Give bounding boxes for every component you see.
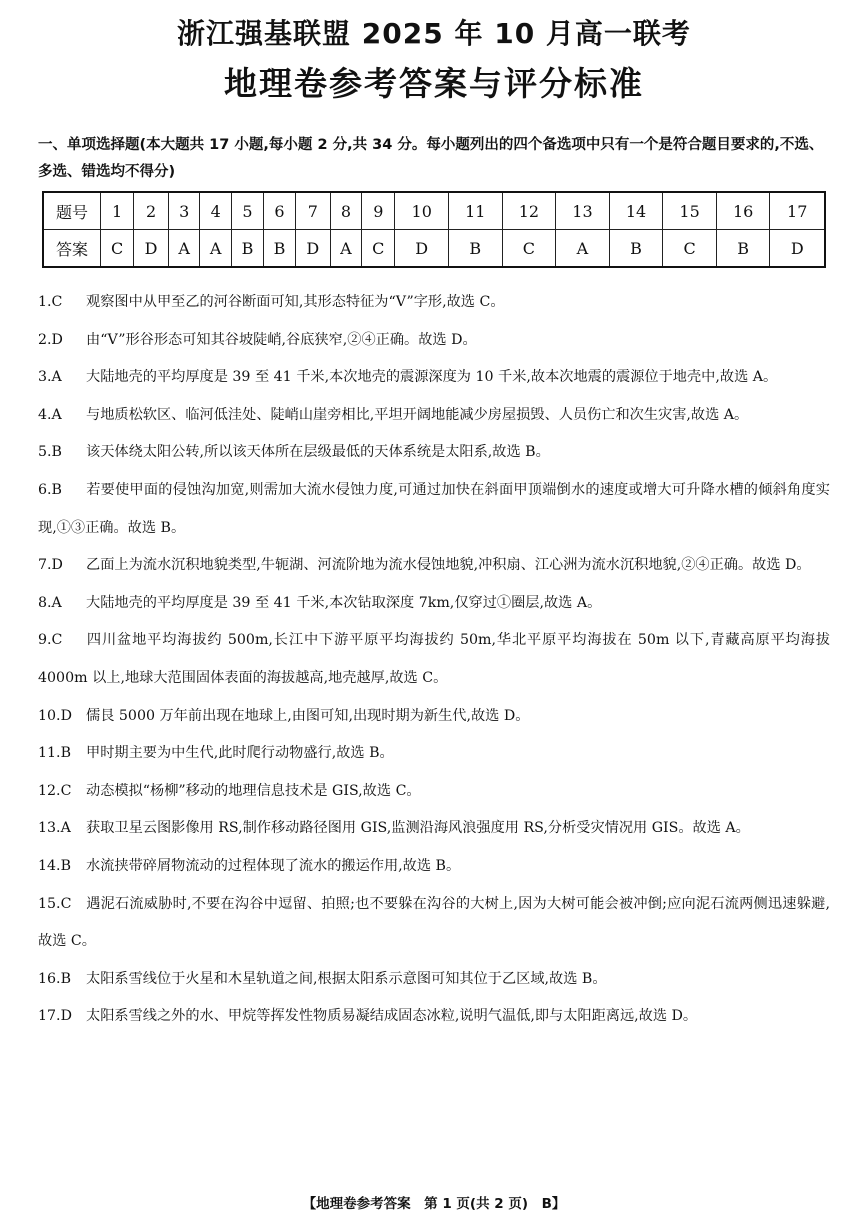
question-number-cell: 2 [134, 192, 169, 230]
explanation-number: 9.C [38, 632, 63, 649]
explanation-item [38, 698, 830, 736]
question-number-row [43, 192, 825, 230]
question-number-cell: 17 [770, 192, 825, 230]
explanation-item [38, 810, 830, 848]
question-number-cell: 3 [168, 192, 200, 230]
explanation-text: 与地质松软区、临河低洼处、陡峭山崖旁相比,平坦开阔地能减少房屋损毁、人员伤亡和次生灾害,故选 A。 [86, 406, 749, 423]
explanation-item [38, 434, 830, 472]
explanation-number: 10.D [38, 707, 72, 724]
section-instructions: 一、单项选择题(本大题共 17 小题,每小题 2 分,共 34 分。每小题列出的四个备选项中只有一个是符合题目要求的,不选、多选、错选均不得分) [38, 137, 824, 180]
explanation-text: 太阳系雪线之外的水、甲烷等挥发性物质易凝结成固态冰粒,说明气温低,即与太阳距离远,故选 D。 [86, 1008, 698, 1025]
explanation-list [38, 284, 830, 1036]
answer-cell: B [609, 230, 663, 268]
explanation-item [38, 735, 830, 773]
answer-cell: B [231, 230, 263, 268]
explanation-number: 13.A [38, 820, 71, 837]
explanation-text: 若要使甲面的侵蚀沟加宽,则需加大流水侵蚀力度,可通过加快在斜面甲顶端倒水的速度或增大可升降水槽的倾斜角度实现,①③正确。故选 B。 [38, 481, 830, 536]
answer-cell: B [449, 230, 503, 268]
answer-cell: C [362, 230, 395, 268]
explanation-number: 4.A [38, 406, 62, 423]
explanation-item [38, 472, 830, 547]
explanation-number: 11.B [38, 745, 71, 762]
document-title: 地理卷参考答案与评分标准 [224, 64, 644, 103]
explanation-item [38, 397, 830, 435]
explanation-text: 遇泥石流威胁时,不要在沟谷中逗留、拍照;也不要躲在沟谷的大树上,因为大树可能会被冲倒;应向泥石流两侧迅速躲避,故选 C。 [38, 895, 830, 950]
explanation-text: 该天体绕太阳公转,所以该天体所在层级最低的天体系统是太阳系,故选 B。 [86, 444, 550, 461]
answer-cell: A [200, 230, 232, 268]
answer-header: 答案 [43, 230, 101, 268]
question-number-cell: 13 [556, 192, 610, 230]
answer-cell: B [716, 230, 770, 268]
answer-cell: A [330, 230, 362, 268]
exam-title: 浙江强基联盟 2025 年 10 月高一联考 [177, 17, 691, 50]
answer-cell: A [556, 230, 610, 268]
explanation-number: 8.A [38, 594, 62, 611]
answer-cell: A [168, 230, 200, 268]
question-number-cell: 1 [101, 192, 134, 230]
explanation-item [38, 359, 830, 397]
question-number-cell: 12 [502, 192, 556, 230]
explanation-item [38, 547, 830, 585]
answer-cell: C [101, 230, 134, 268]
question-number-cell: 9 [362, 192, 395, 230]
explanation-item [38, 886, 830, 961]
explanation-number: 1.C [38, 294, 63, 310]
explanation-item [38, 998, 830, 1036]
question-number-header: 题号 [43, 192, 101, 230]
explanation-item [38, 284, 830, 322]
question-number-cell: 6 [263, 192, 295, 230]
explanation-text: 大陆地壳的平均厚度是 39 至 41 千米,本次地壳的震源深度为 10 千米,故本次地震的震源位于地壳中,故选 A。 [86, 369, 778, 386]
answer-table [42, 191, 826, 268]
explanation-item [38, 622, 830, 697]
page-footer: 【地理卷参考答案 第 1 页(共 2 页) B】 [302, 1196, 566, 1212]
explanation-text: 四川盆地平均海拔约 500m,长江中下游平原平均海拔约 50m,华北平原平均海拔在 50m 以下,青藏高原平均海拔 4000m 以上,地球大范围固体表面的海拔越高,地壳越厚,故选 C。 [38, 632, 830, 686]
explanation-number: 6.B [38, 481, 62, 498]
explanation-number: 7.D [38, 557, 63, 574]
explanation-item [38, 961, 830, 999]
question-number-cell: 15 [663, 192, 717, 230]
answer-cell: C [663, 230, 717, 268]
question-number-cell: 7 [295, 192, 330, 230]
explanation-number: 12.C [38, 782, 72, 799]
question-number-cell: 16 [716, 192, 770, 230]
explanation-number: 3.A [38, 369, 62, 386]
explanation-number: 17.D [38, 1008, 72, 1025]
explanation-item [38, 322, 830, 360]
explanation-text: 动态模拟“杨柳”移动的地理信息技术是 GIS,故选 C。 [86, 782, 421, 799]
explanation-number: 2.D [38, 331, 63, 348]
question-number-cell: 10 [395, 192, 449, 230]
explanation-text: 乙面上为流水沉积地貌类型,牛轭湖、河流阶地为流水侵蚀地貌,冲积扇、江心洲为流水沉积地貌,②④正确。故选 D。 [86, 557, 811, 574]
explanation-number: 14.B [38, 857, 71, 874]
explanation-text: 观察图中从甲至乙的河谷断面可知,其形态特征为“V”字形,故选 C。 [86, 294, 505, 310]
explanation-number: 15.C [38, 895, 72, 912]
explanation-item [38, 585, 830, 623]
explanation-number: 16.B [38, 970, 71, 987]
question-number-cell: 5 [231, 192, 263, 230]
answer-cell: D [770, 230, 825, 268]
answer-cell: D [295, 230, 330, 268]
answer-row [43, 230, 825, 268]
explanation-text: 获取卫星云图影像用 RS,制作移动路径图用 GIS,监测沿海风浪强度用 RS,分析受灾情况用 GIS。故选 A。 [86, 820, 750, 837]
explanation-text: 太阳系雪线位于火星和木星轨道之间,根据太阳系示意图可知其位于乙区域,故选 B。 [86, 970, 607, 987]
question-number-cell: 4 [200, 192, 232, 230]
answer-cell: D [395, 230, 449, 268]
explanation-text: 儒艮 5000 万年前出现在地球上,由图可知,出现时期为新生代,故选 D。 [86, 707, 530, 724]
explanation-text: 大陆地壳的平均厚度是 39 至 41 千米,本次钻取深度 7km,仅穿过①圈层,故选 A。 [86, 594, 602, 611]
question-number-cell: 8 [330, 192, 362, 230]
answer-cell: B [263, 230, 295, 268]
explanation-number: 5.B [38, 444, 62, 461]
question-number-cell: 11 [449, 192, 503, 230]
answer-cell: C [502, 230, 556, 268]
question-number-cell: 14 [609, 192, 663, 230]
explanation-item [38, 848, 830, 886]
explanation-text: 水流挟带碎屑物流动的过程体现了流水的搬运作用,故选 B。 [86, 857, 461, 874]
explanation-item [38, 773, 830, 811]
explanation-text: 甲时期主要为中生代,此时爬行动物盛行,故选 B。 [86, 745, 394, 762]
answer-cell: D [134, 230, 169, 268]
explanation-text: 由“V”形谷形态可知其谷坡陡峭,谷底狭窄,②④正确。故选 D。 [86, 331, 477, 348]
